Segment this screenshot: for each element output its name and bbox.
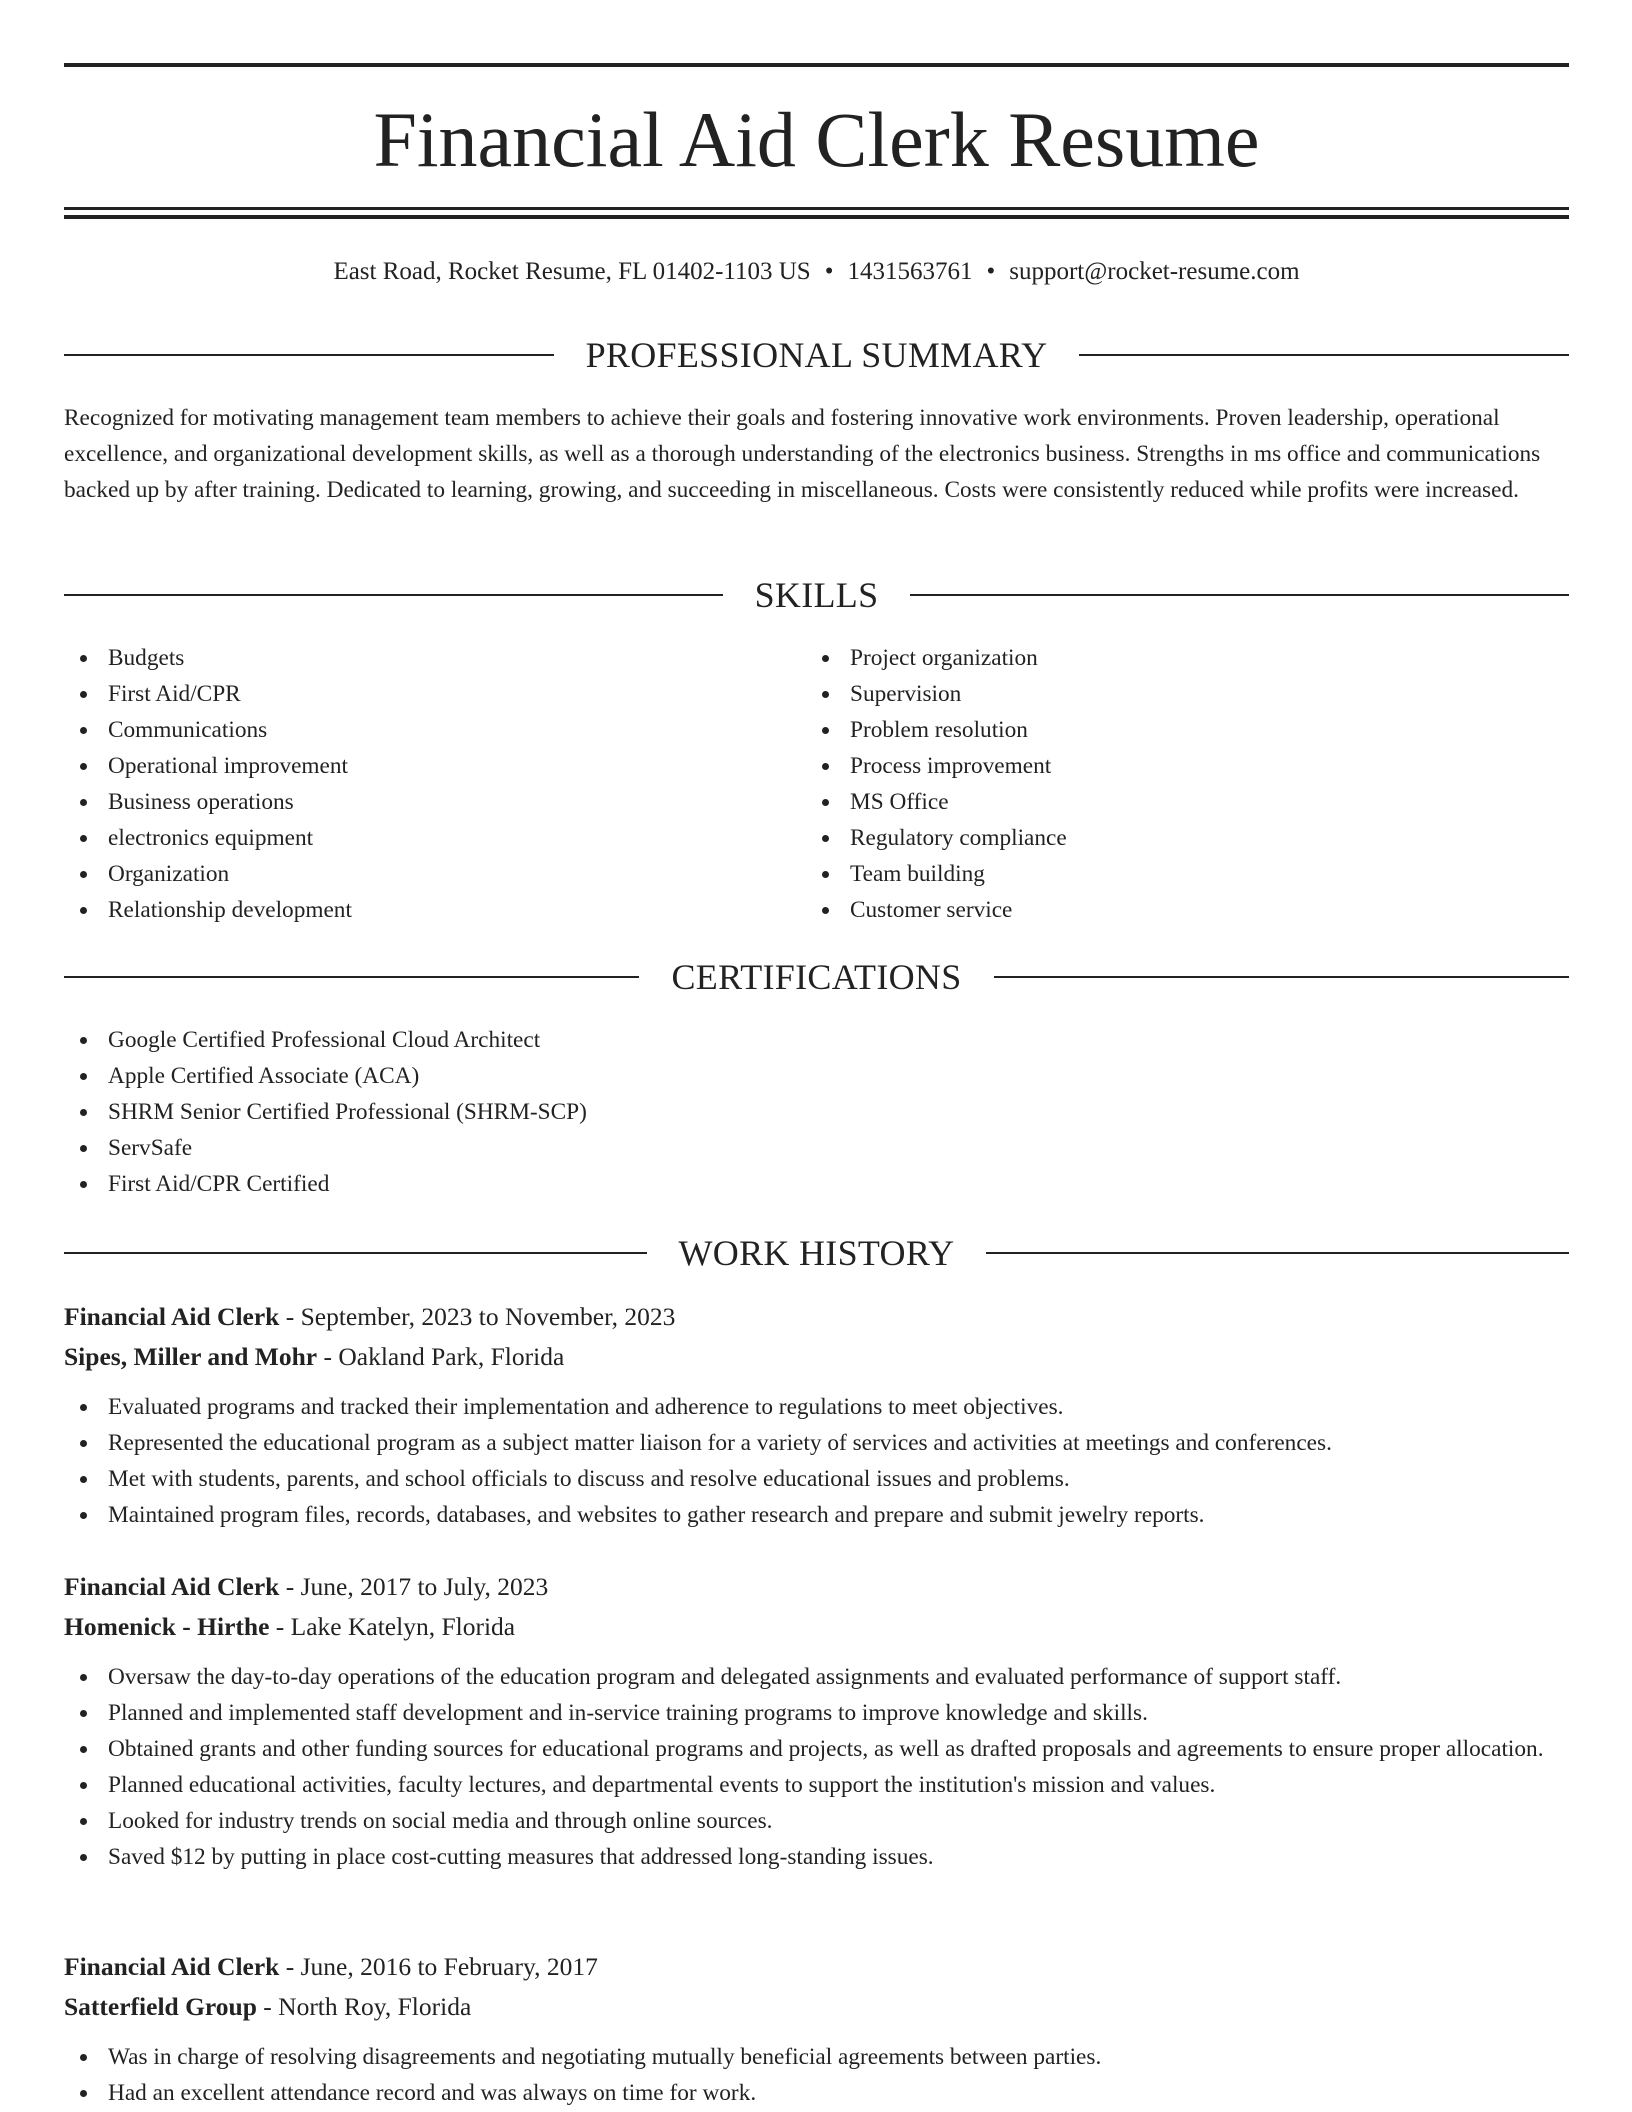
heading-rule-left (64, 1252, 647, 1254)
resume-title: Financial Aid Clerk Resume (373, 96, 1260, 183)
job-duties-list (64, 2039, 1569, 2111)
heading-rule-right (910, 594, 1569, 596)
job-title: Financial Aid Clerk (64, 1952, 280, 1981)
skills-list-right (806, 640, 1506, 928)
skills-list-left (64, 640, 764, 928)
certification-item: ServSafe (64, 1130, 1569, 1166)
heading-rule-left (64, 354, 554, 356)
skill-item: MS Office (806, 784, 1506, 820)
certification-item: Apple Certified Associate (ACA) (64, 1058, 1569, 1094)
job-dates: - September, 2023 to November, 2023 (279, 1302, 676, 1331)
job-duty-item: Planned educational activities, faculty lectures, and departmental events to support the institution's mission and values. (64, 1767, 1569, 1803)
contact-line (64, 254, 1569, 290)
heading-rule-left (64, 594, 723, 596)
section-heading-text: WORK HISTORY (678, 1233, 955, 1273)
contact-email: support@rocket-resume.com (1009, 258, 1300, 285)
job-duty-item: Evaluated programs and tracked their implementation and adherence to regulations to meet objectives. (64, 1389, 1569, 1425)
skill-item: electronics equipment (64, 820, 764, 856)
job-dates: - June, 2016 to February, 2017 (279, 1952, 598, 1981)
title-rule-upper (64, 207, 1569, 210)
skill-item: Operational improvement (64, 748, 764, 784)
job-duty-item: Looked for industry trends on social media and through online sources. (64, 1803, 1569, 1839)
section-heading-text: PROFESSIONAL SUMMARY (585, 335, 1048, 375)
job-location: - North Roy, Florida (256, 1992, 472, 2021)
job-title: Financial Aid Clerk (64, 1572, 280, 1601)
job-duty-item: Saved $12 by putting in place cost-cutting measures that addressed long-standing issues. (64, 1839, 1569, 1875)
skill-item: Regulatory compliance (806, 820, 1506, 856)
job-entry (64, 1567, 1569, 1875)
skill-item: Process improvement (806, 748, 1506, 784)
skill-item: Customer service (806, 892, 1506, 928)
certification-item: SHRM Senior Certified Professional (SHRM-SCP) (64, 1094, 1569, 1130)
job-title: Financial Aid Clerk (64, 1302, 280, 1331)
certification-item: First Aid/CPR Certified (64, 1166, 1569, 1202)
job-company: Homenick - Hirthe (64, 1612, 270, 1641)
contact-separator: • (986, 258, 996, 285)
heading-rule-right (994, 976, 1569, 978)
job-duty-item: Planned and implemented staff development and in-service training programs to improve knowledge and skills. (64, 1695, 1569, 1731)
skills-heading (64, 575, 1569, 615)
skill-item: Business operations (64, 784, 764, 820)
job-duty-item: Represented the educational program as a subject matter liaison for a variety of services and activities at meetings and conferences. (64, 1425, 1569, 1461)
job-duty-item: Maintained program files, records, databases, and websites to gather research and prepare and submit jewelry reports. (64, 1497, 1569, 1533)
contact-separator: • (824, 258, 834, 285)
heading-rule-left (64, 976, 639, 978)
heading-rule-right (986, 1252, 1569, 1254)
top-rule (64, 63, 1569, 67)
job-duty-item: Met with students, parents, and school officials to discuss and resolve educational issues and problems. (64, 1461, 1569, 1497)
job-title-line (64, 1567, 1569, 1607)
job-company-line (64, 1337, 1569, 1377)
work-history-heading (64, 1233, 1569, 1273)
certifications-list (64, 1022, 1569, 1202)
skill-item: Supervision (806, 676, 1506, 712)
job-location: - Oakland Park, Florida (317, 1342, 565, 1371)
job-entry (64, 1297, 1569, 1533)
skill-item: Problem resolution (806, 712, 1506, 748)
skill-item: Budgets (64, 640, 764, 676)
certifications-heading (64, 957, 1569, 997)
job-location: - Lake Katelyn, Florida (269, 1612, 516, 1641)
skill-item: First Aid/CPR (64, 676, 764, 712)
job-duties-list (64, 1659, 1569, 1875)
skill-item: Relationship development (64, 892, 764, 928)
job-duty-item: Was in charge of resolving disagreements and negotiating mutually beneficial agreements between parties. (64, 2039, 1569, 2075)
job-duty-item: Had an excellent attendance record and was always on time for work. (64, 2075, 1569, 2111)
summary-text: Recognized for motivating management team members to achieve their goals and fostering innovative work environments. Proven leadership, operational excellence, and organizational development skills, as well as a thorough understanding of the electronics business. Strengths in ms office and communications backed up by after training. Dedicated to learning, growing, and succeeding in miscellaneous. Costs were consistently reduced while profits were increased. (64, 405, 1541, 503)
section-heading-text: SKILLS (754, 575, 879, 615)
job-company-line (64, 1607, 1569, 1647)
skill-item: Organization (64, 856, 764, 892)
contact-phone: 1431563761 (847, 258, 973, 285)
heading-rule-right (1079, 354, 1569, 356)
section-heading-text: CERTIFICATIONS (671, 957, 962, 997)
job-duty-item: Obtained grants and other funding sources for educational programs and projects, as well as drafted proposals and agreements to ensure proper allocation. (64, 1731, 1569, 1767)
job-entry (64, 1947, 1569, 2111)
job-duty-item: Oversaw the day-to-day operations of the education program and delegated assignments and evaluated performance of support staff. (64, 1659, 1569, 1695)
contact-address: East Road, Rocket Resume, FL 01402-1103 US (333, 258, 811, 285)
job-company-line (64, 1987, 1569, 2027)
certification-item: Google Certified Professional Cloud Architect (64, 1022, 1569, 1058)
skill-item: Team building (806, 856, 1506, 892)
summary-heading (64, 335, 1569, 375)
job-dates: - June, 2017 to July, 2023 (279, 1572, 549, 1601)
title-rule-lower (64, 215, 1569, 219)
job-company: Sipes, Miller and Mohr (64, 1342, 318, 1371)
job-duties-list (64, 1389, 1569, 1533)
job-company: Satterfield Group (64, 1992, 257, 2021)
skill-item: Communications (64, 712, 764, 748)
skill-item: Project organization (806, 640, 1506, 676)
job-title-line (64, 1947, 1569, 1987)
job-title-line (64, 1297, 1569, 1337)
